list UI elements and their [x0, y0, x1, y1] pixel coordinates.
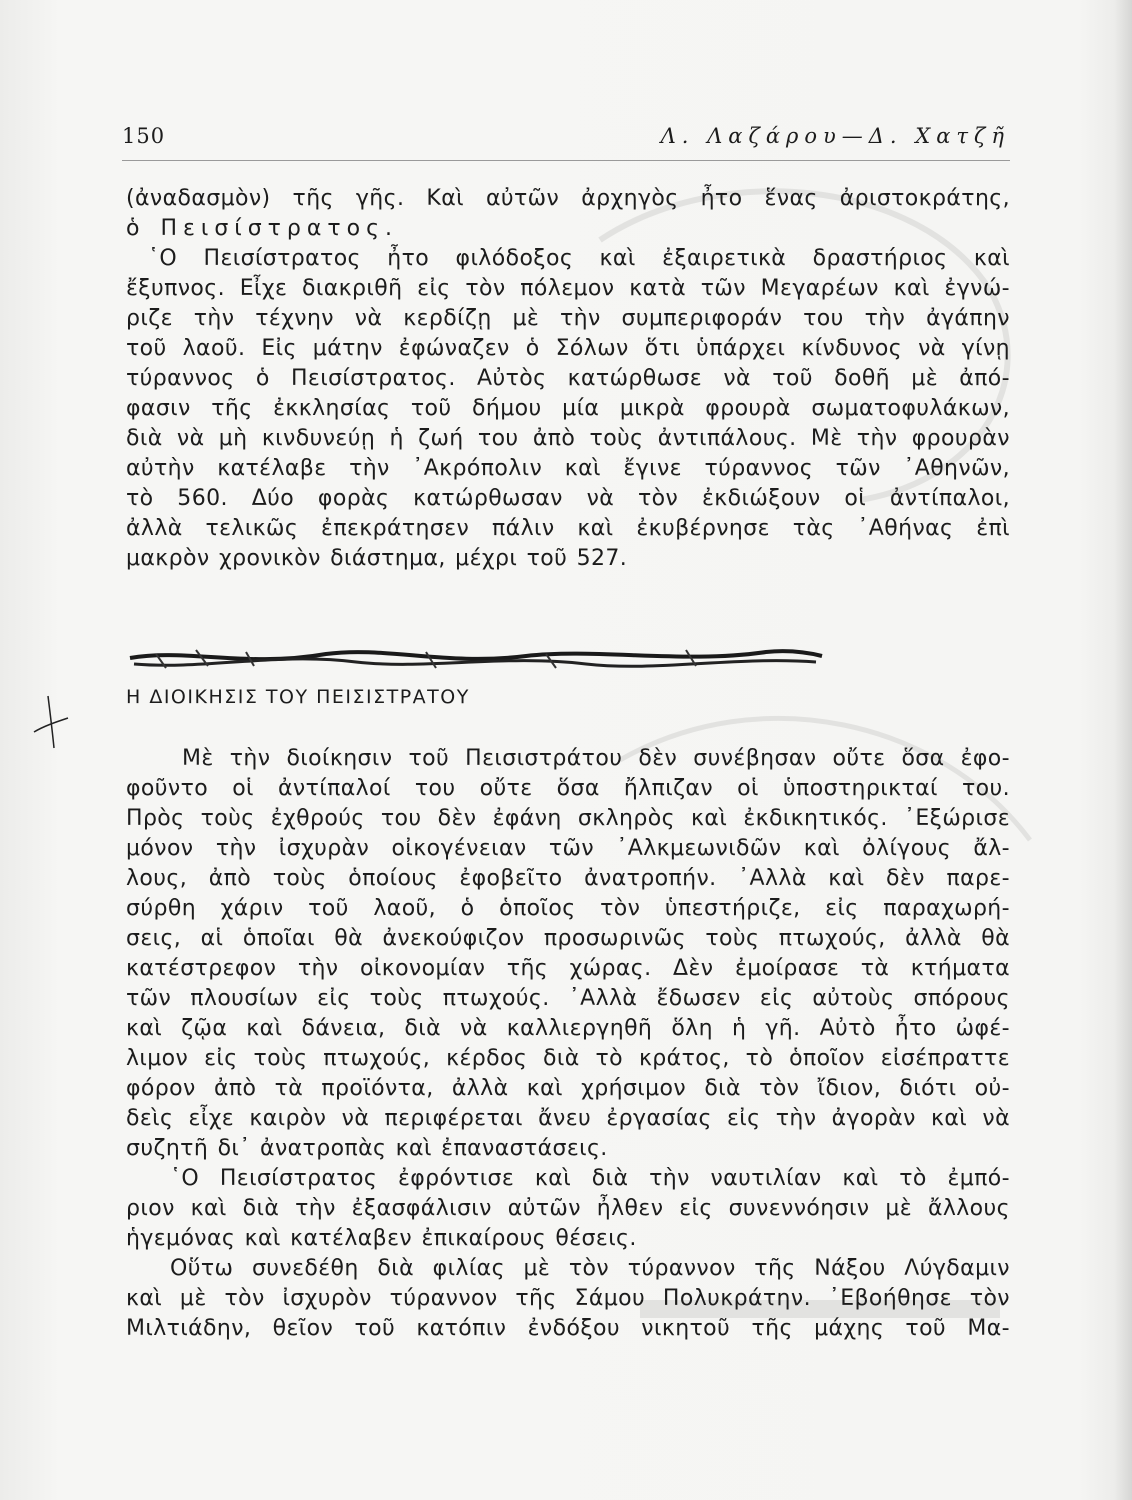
text-line: μόνον τὴν ἰσχυρὰν οἰκογένειαν τῶν ᾿Αλκμεωνιδῶν καὶ ὀλίγους ἄλ-	[126, 836, 1010, 861]
paragraph-1	[126, 184, 1010, 244]
text-line: αὐτὴν κατέλαβε τὴν ᾿Ακρόπολιν καὶ ἔγινε τύραννος τῶν ᾿Αθηνῶν,	[126, 456, 1010, 481]
text-line: φασιν τῆς ἐκκλησίας τοῦ δήμου μία μικρὰ φρουρὰ σωματοφυλάκων,	[126, 396, 1010, 421]
section-heading: Η ΔΙΟΙΚΗΣΙΣ ΤΟΥ ΠΕΙΣΙΣΤΡΑΤΟΥ	[126, 686, 470, 708]
text-line: καὶ ζῷα καὶ δάνεια, διὰ νὰ καλλιεργηθῆ ὅλη ἡ γῆ. Αὐτὸ ἦτο ὠφέ-	[126, 1016, 1010, 1041]
running-head: Λ. Λαζάρου—Δ. Χατζῆ	[660, 124, 1010, 148]
text-line: φόρον ἀπὸ τὰ προϊόντα, ἀλλὰ καὶ χρήσιμον διὰ τὸν ἴδιον, διότι οὐ-	[126, 1076, 1010, 1101]
text-line: λους, ἀπὸ τοὺς ὁποίους ἐφοβεῖτο ἀνατροπήν. ᾿Αλλὰ καὶ δὲν παρε-	[126, 866, 1010, 891]
text-line: ἔξυπνος. Εἶχε διακριθῆ εἰς τὸν πόλεμον κατὰ τῶν Μεγαρέων καὶ ἐγνώ-	[126, 276, 1010, 301]
text-line: τοῦ λαοῦ. Εἰς μάτην ἐφώναζεν ὁ Σόλων ὅτι ὑπάρχει κίνδυνος νὰ γίνῃ	[126, 336, 1010, 361]
text-line: τῶν πλουσίων εἰς τοὺς πτωχούς. ᾿Αλλὰ ἔδωσεν εἰς αὐτοὺς σπόρους	[126, 986, 1010, 1011]
text-line: Πρὸς τοὺς ἐχθρούς του δὲν ἐφάνη σκληρὸς καὶ ἐκδικητικός. ᾿Εξώρισε	[126, 806, 1010, 831]
text-line: καὶ μὲ τὸν ἰσχυρὸν τύραννον τῆς Σάμου Πολυκράτην. ᾿Εβοήθησε τὸν	[126, 1286, 1010, 1311]
text-line: μακρὸν χρονικὸν διάστημα, μέχρι τοῦ 527.	[126, 546, 628, 571]
text-block-top	[126, 184, 1010, 574]
text-line: ἡγεμόνας καὶ κατέλαβεν ἐπικαίρους θέσεις.	[126, 1226, 637, 1251]
text-line: κατέστρεφον τὴν οἰκονομίαν τῆς χώρας. Δὲν ἐμοίρασε τὰ κτήματα	[126, 956, 1010, 981]
paragraph-2	[126, 244, 1010, 574]
text-line: τὸ 560. Δύο φορὰς κατώρθωσαν νὰ τὸν ἐκδιώξουν οἱ ἀντίπαλοι,	[126, 486, 1010, 511]
text-line: ῾Ο Πεισίστρατος ἐφρόντισε καὶ διὰ τὴν ναυτιλίαν καὶ τὸ ἐμπό-	[170, 1166, 1010, 1191]
text-block-bottom	[126, 744, 1010, 1344]
margin-cross-mark	[30, 692, 70, 752]
paragraph-5	[126, 1254, 1010, 1344]
paragraph-3	[126, 744, 1010, 1164]
page-number: 150	[122, 124, 166, 148]
text-line: Οὕτω συνεδέθη διὰ φιλίας μὲ τὸν τύραννον τῆς Νάξου Λύγδαμιν	[170, 1256, 1010, 1281]
text-line: σύρθη χάριν τοῦ λαοῦ, ὁ ὁποῖος τὸν ὑπεστήριζε, εἰς παραχωρή-	[126, 896, 1010, 921]
paragraph-4	[126, 1164, 1010, 1254]
page-edge-shadow	[1114, 0, 1132, 1500]
text-line: ὁ Πεισίστρατος.	[126, 216, 398, 241]
text-line: δεὶς εἶχε καιρὸν νὰ περιφέρεται ἄνευ ἐργασίας εἰς τὴν ἀγορὰν καὶ νὰ	[126, 1106, 1010, 1131]
page-header	[122, 120, 1010, 161]
text-line: ριζε τὴν τέχνην νὰ κερδίζῃ μὲ τὴν συμπεριφοράν του τὴν ἀγάπην	[126, 306, 1010, 331]
text-line: λιμον εἰς τοὺς πτωχούς, κέρδος διὰ τὸ κράτος, τὸ ὁποῖον εἰσέπραττε	[126, 1046, 1010, 1071]
text-line: ριον καὶ διὰ τὴν ἐξασφάλισιν αὐτῶν ἦλθεν εἰς συνεννόησιν μὲ ἄλλους	[126, 1196, 1010, 1221]
handwritten-strikeout	[126, 640, 826, 680]
text-line: συζητῆ δι᾿ ἀνατροπὰς καὶ ἐπαναστάσεις.	[126, 1136, 608, 1161]
text-line: ἀλλὰ τελικῶς ἐπεκράτησεν πάλιν καὶ ἐκυβέρνησε τὰς ᾿Αθήνας ἐπὶ	[126, 516, 1010, 541]
text-line: (ἀναδασμὸν) τῆς γῆς. Καὶ αὐτῶν ἀρχηγὸς ἦτο ἕνας ἀριστοκράτης,	[126, 186, 1010, 211]
text-line: ῾Ο Πεισίστρατος ἦτο φιλόδοξος καὶ ἐξαιρετικὰ δραστήριος καὶ	[148, 246, 1010, 271]
text-line: φοῦντο οἱ ἀντίπαλοί του οὔτε ὅσα ἤλπιζαν οἱ ὑποστηρικταί του.	[126, 776, 1010, 801]
text-line: Μὲ τὴν διοίκησιν τοῦ Πεισιστράτου δὲν συνέβησαν οὔτε ὅσα ἐφο-	[182, 746, 1010, 771]
text-line: διὰ νὰ μὴ κινδυνεύῃ ἡ ζωή του ἀπὸ τοὺς ἀντιπάλους. Μὲ τὴν φρουρὰν	[126, 426, 1010, 451]
text-line: τύραννος ὁ Πεισίστρατος. Αὐτὸς κατώρθωσε νὰ τοῦ δοθῆ μὲ ἀπό-	[126, 366, 1010, 391]
text-line: Μιλτιάδην, θεῖον τοῦ κατόπιν ἐνδόξου νικητοῦ τῆς μάχης τοῦ Μα-	[126, 1316, 1010, 1341]
text-line: σεις, αἱ ὁποῖαι θὰ ἀνεκούφιζον προσωρινῶς τοὺς πτωχούς, ἀλλὰ θὰ	[126, 926, 1010, 951]
